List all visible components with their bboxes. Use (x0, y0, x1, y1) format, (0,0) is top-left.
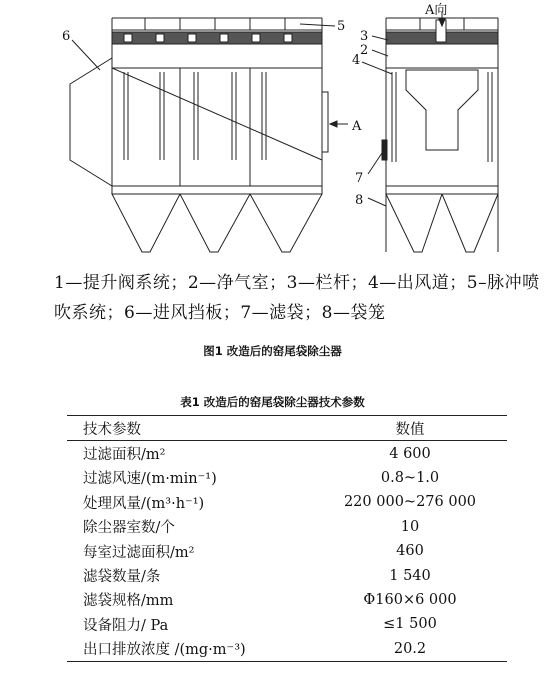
table-row (67, 539, 507, 563)
label-6: 6 (62, 29, 71, 44)
header-value: 数值 (395, 421, 425, 438)
table-row (67, 490, 507, 514)
legend-line-1: 1—提升阀系统；2—净气室；3—栏杆；4—出风道；5–脉冲喷 (54, 273, 540, 293)
value-cell: 460 (396, 543, 424, 560)
value-cell: ≤1 500 (383, 616, 437, 633)
left-body (112, 68, 322, 186)
label-A: A (352, 119, 362, 134)
param-cell: 除尘器室数/个 (83, 520, 175, 537)
value-cell: 10 (400, 518, 420, 535)
param-cell: 出口排放浓度 /(mg·m⁻³) (83, 642, 246, 659)
table-row (67, 588, 507, 612)
label-A-direction: A向 (425, 3, 448, 18)
table-row (67, 441, 507, 466)
legend-line-2: 吹系统；6—进风挡板；7—滤袋；8—袋笼 (54, 303, 386, 323)
outlet-flange (322, 92, 328, 152)
table-caption: 表1 改造后的窑尾袋除尘器技术参数 (180, 395, 365, 409)
label-4: 4 (352, 53, 361, 68)
value-cell: Φ160×6 000 (363, 591, 457, 608)
figure-caption: 图1 改造后的窑尾袋除尘器 (203, 344, 342, 358)
right-hopper-1 (386, 194, 442, 252)
inlet-duct (70, 58, 112, 186)
label-7: 7 (355, 171, 364, 186)
value-cell: 20.2 (393, 640, 427, 657)
param-cell: 滤袋数量/条 (83, 569, 161, 586)
table-row (67, 466, 507, 490)
table-row (67, 515, 507, 539)
left-hopper-2 (180, 194, 250, 252)
right-clean-chamber (386, 44, 498, 68)
param-cell: 滤袋规格/mm (83, 593, 174, 610)
param-cell: 过滤风速/(m·min⁻¹) (83, 471, 217, 488)
dust-collector-diagram (0, 0, 545, 270)
label-2: 2 (360, 43, 369, 58)
left-hopper-3 (250, 194, 322, 252)
param-cell: 处理风量/(m³·h⁻¹) (83, 495, 205, 512)
value-cell: 0.8~1.0 (380, 469, 440, 486)
right-hopper-2 (442, 194, 498, 252)
param-cell: 过滤面积/m² (83, 447, 166, 464)
label-8: 8 (355, 193, 364, 208)
table-row (67, 612, 507, 636)
param-cell: 每室过滤面积/m² (83, 544, 195, 561)
parameters-table (67, 415, 507, 662)
value-cell: 220 000~276 000 (343, 494, 477, 511)
table-header-row (67, 416, 507, 441)
right-body (386, 68, 498, 186)
label-5: 5 (337, 19, 346, 34)
param-cell: 设备阻力/ Pa (83, 617, 169, 634)
value-cell: 1 540 (389, 567, 431, 584)
table-row (67, 637, 507, 662)
header-param: 技术参数 (83, 421, 141, 438)
table-row (67, 563, 507, 587)
label-3: 3 (360, 29, 369, 44)
value-cell: 4 600 (389, 445, 431, 462)
left-hopper-1 (112, 194, 180, 252)
left-clean-chamber (112, 44, 322, 68)
